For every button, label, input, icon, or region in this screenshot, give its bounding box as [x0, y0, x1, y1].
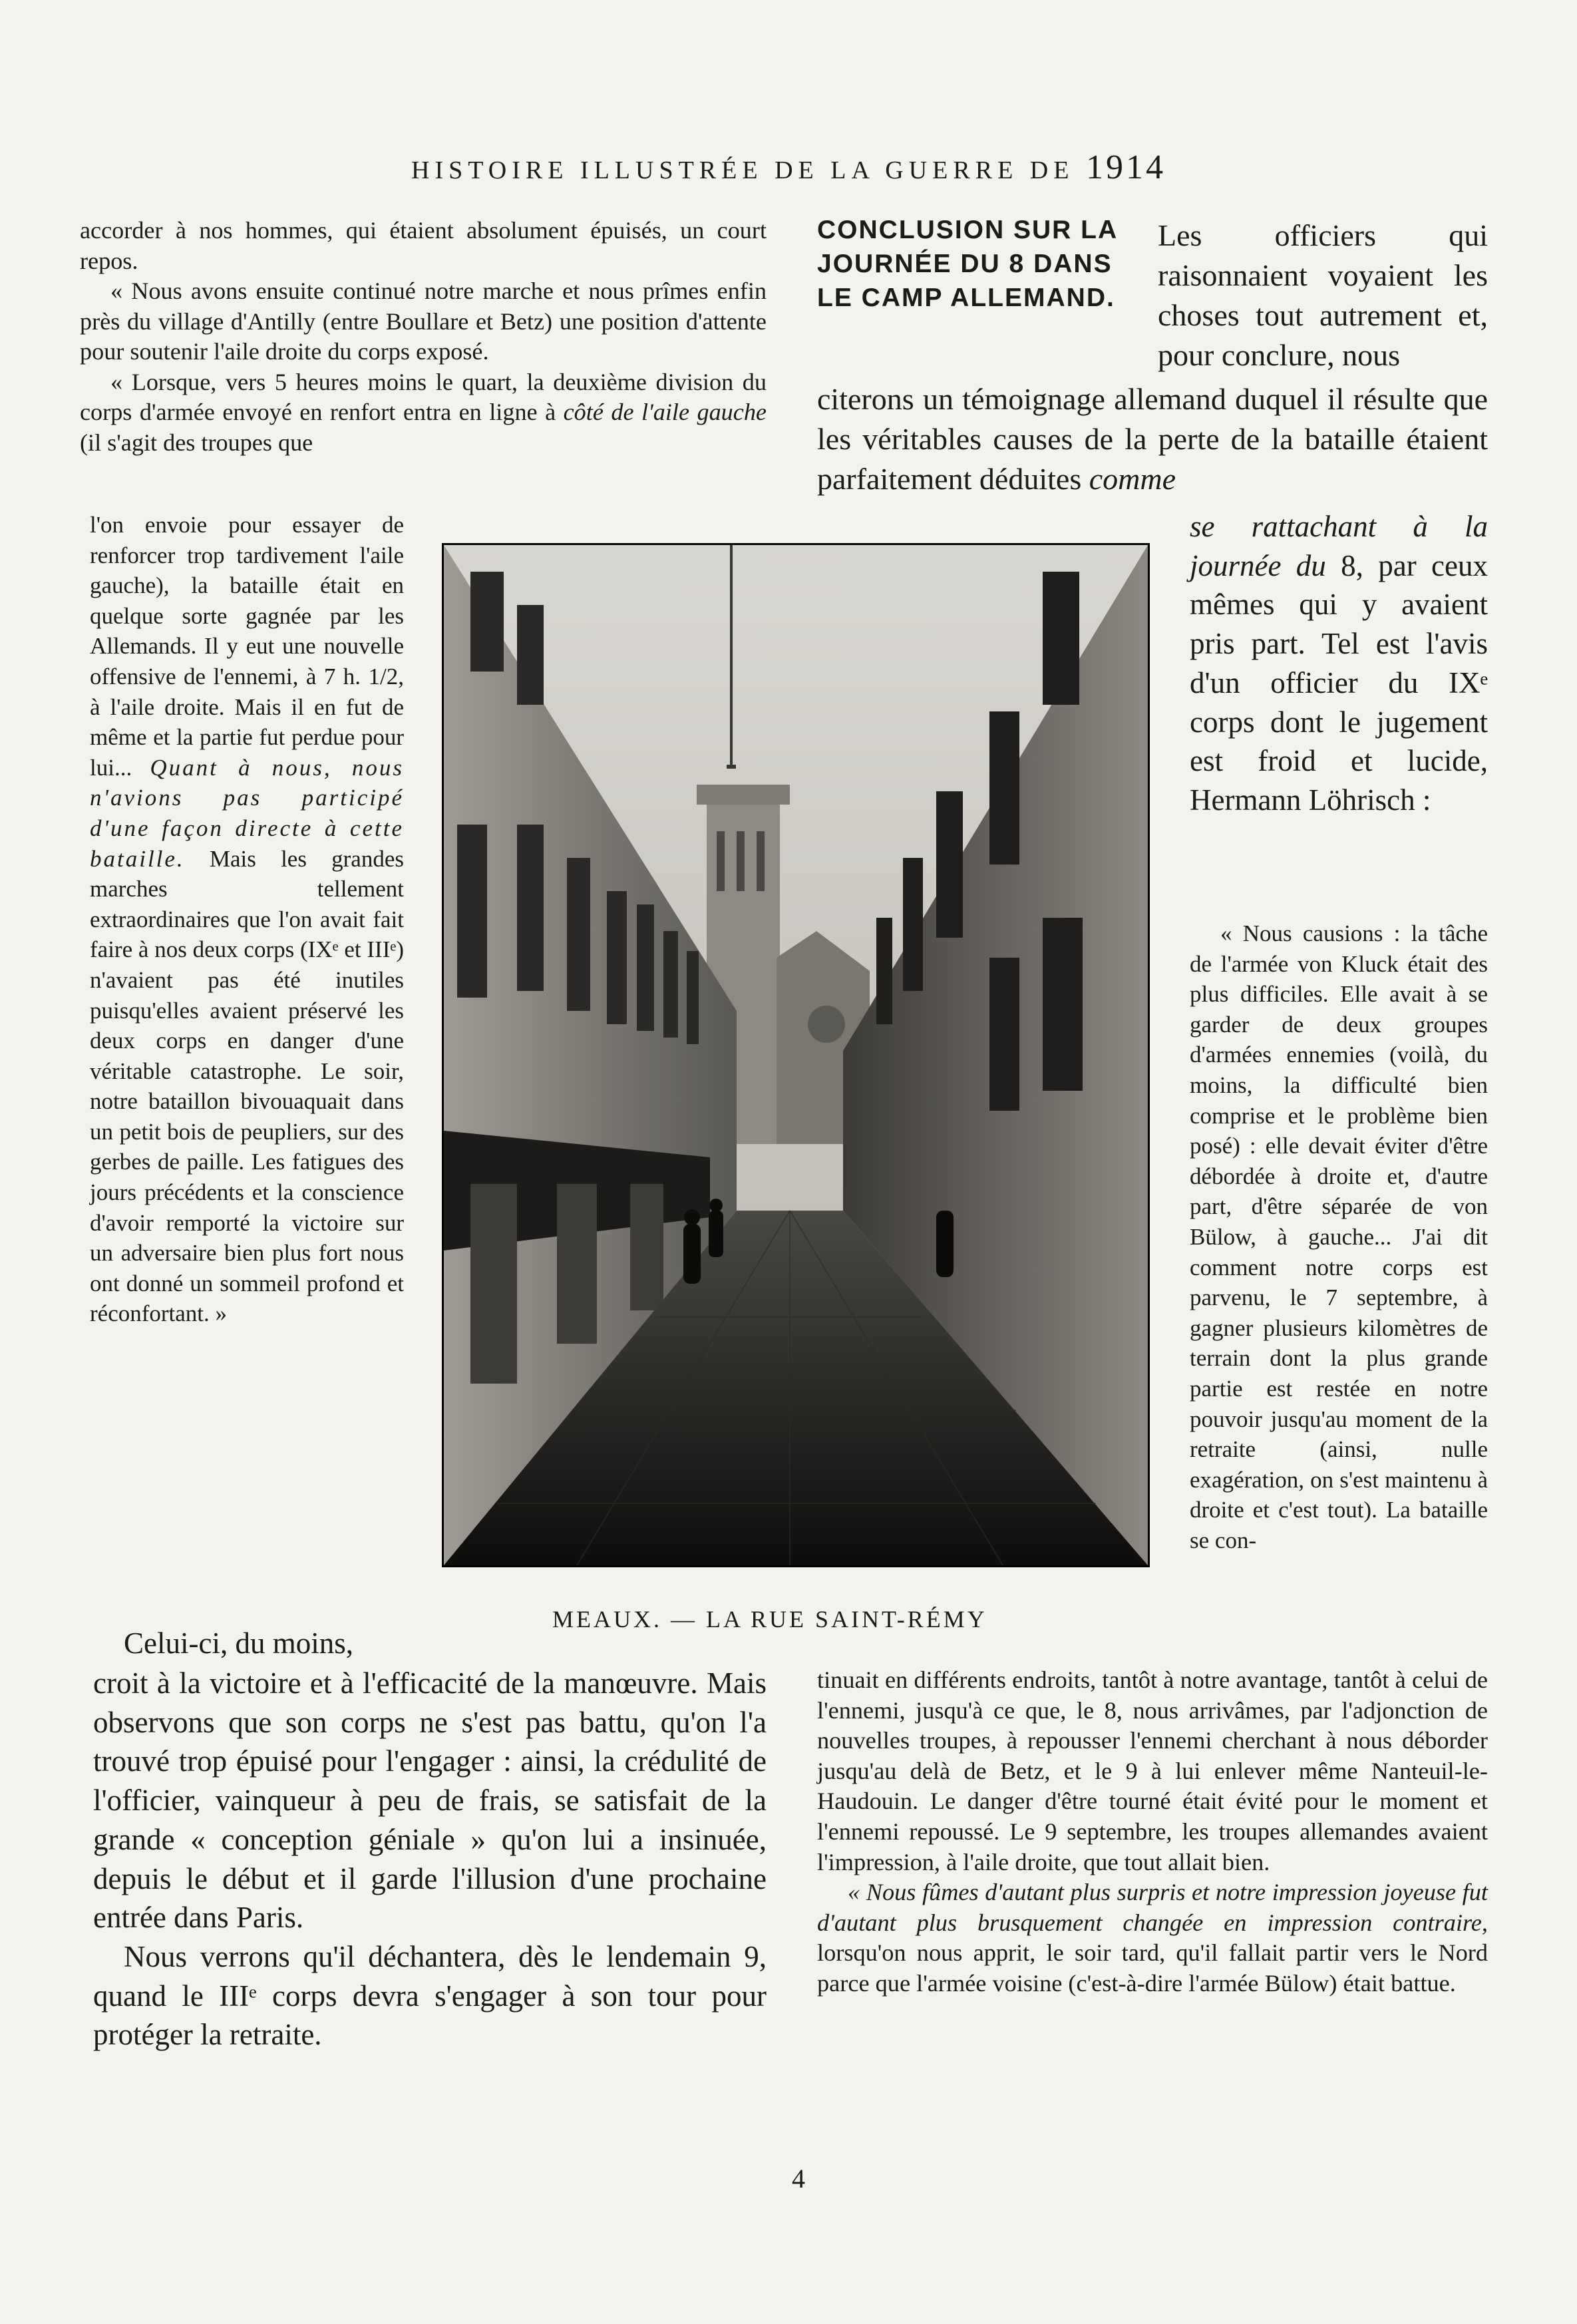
quote-paragraph-2: tinuait en différents endroits, tantôt à notre avantage, tantôt à celui de l'ennemi, jusqu'à ce que, le 8, nous arrivâmes, par l'adjonction de nouvelles troupes, à repousser l'ennemi cherchant à nous déborder jusqu'au delà de Betz, et le 9 à lui enlever même Nanteuil-le-Haudouin. Le danger d'être tourné était évité pour le moment et l'ennemi repoussé. Le 9 septembre, les troupes allemandes avaient l'impression, à l'aile droite, que tout allait bien.: [817, 1666, 1488, 1875]
bottom-paragraph-1a: Celui-ci, du moins,: [124, 1627, 353, 1660]
right-paragraph-1b: citerons un témoignage allemand duquel il résulte que les véritables causes de la perte de la bataille étaient parfaitement déduites comme: [817, 382, 1488, 496]
left-paragraph-3a: « Lorsque, vers 5 heures moins le quart, la deuxième division du corps d'armée envoyé en renfort entra en ligne à côté de l'aile gauche (il s'agit des troupes que: [80, 368, 767, 456]
bottom-left-column-2: [93, 1664, 767, 2054]
quote-paragraph-1: « Nous causions : la tâche de l'armée von Kluck était des plus difficiles. Elle avait à se garder de deux groupes d'armées ennemies (voilà, du moins, la difficulté bien comprise et le problème bien posé) : elle devait éviter d'être débordée à droite et, d'autre part, d'être séparée de von Bülow, à gauche... J'ai dit comment notre corps est parvenu, le 7 septembre, à gagner plusieurs kilomètres de terrain dont la plus grande partie est restée en notre pouvoir jusqu'au moment de la retraite (ainsi, nulle exagération, on s'est maintenu à droite et c'est tout). La bataille se con-: [1190, 920, 1488, 1553]
left-paragraph-3b: l'on envoie pour essayer de renforcer trop tardivement l'aile gauche), la bataille était en quelque sorte gagnée par les Allemands. Il y eut une nouvelle offensive de l'ennemi, à 7 h. 1/2, à l'aile droite. Mais il en fut de même et la partie fut perdue pour lui... Quant à nous, nous n'avions pas participé d'une façon directe à cette bataille. Mais les grandes marches tellement extraordinaires que l'on avait fait faire à nos deux corps (IXᵉ et IIIᵉ) n'avaient pas été inutiles puisqu'elles avaient préservé les deux corps en danger d'une véritable catastrophe. Le soir, notre bataillon bivouaquait dans un petit bois de peupliers, sur des gerbes de paille. Les fatigues des jours précédents et la conscience d'avoir remporté la victoire sur un adversaire bien plus fort nous ont donné un sommeil profond et réconfortant. »: [90, 512, 405, 1327]
quote-paragraph-3: « Nous fûmes d'autant plus surpris et notre impression joyeuse fut d'autant plus brusquement changée en impression contraire, lorsqu'on nous apprit, le soir tard, qu'il fallait partir vers le Nord parce que l'armée voisine (c'est-à-dire l'armée Bülow) était battue.: [817, 1879, 1488, 1997]
bottom-left-column: [93, 1624, 767, 1663]
photo-caption: MEAUX. — LA RUE SAINT-RÉMY: [552, 1606, 987, 1633]
quote-wide: [817, 1665, 1488, 1999]
left-column-top: [80, 216, 767, 458]
running-header: [0, 148, 1577, 187]
left-paragraph-1: accorder à nos hommes, qui étaient absolument épuisés, un court repos.: [80, 217, 767, 274]
bottom-paragraph-1b: croit à la victoire et à l'efficacité de la manœuvre. Mais observons que son corps ne s'est pas battu, qu'on l'a trouvé trop épuisé pour l'engager : ainsi, la crédulité de l'officier, vainqueur à peu de frais, se satisfait de la grande « conception géniale » qu'on lui a insinuée, depuis le début et il garde l'illusion d'une prochaine entrée dans Paris.: [93, 1666, 767, 1935]
header-year: 1914: [1085, 148, 1166, 186]
photo-rue-saint-remy: [442, 543, 1150, 1567]
header-title: HISTOIRE ILLUSTRÉE DE LA GUERRE DE: [411, 156, 1075, 184]
section-heading: CONCLUSION SUR LA JOURNÉE DU 8 DANS LE CAMP ALLEMAND.: [817, 216, 1117, 312]
page-number: 4: [792, 2164, 805, 2194]
quote-narrow: [1190, 918, 1488, 1555]
right-paragraph-1a: Les officiers qui raisonnaient voyaient les choses tout autrement et, pour conclure, nous: [1158, 218, 1488, 372]
bottom-paragraph-2: Nous verrons qu'il déchantera, dès le lendemain 9, quand le IIIᵉ corps devra s'engager à son tour pour protéger la retraite.: [93, 1939, 767, 2052]
street-photo-illustration: [444, 545, 1148, 1565]
left-paragraph-2: « Nous avons ensuite continué notre marche et nous prîmes enfin près du village d'Antilly (entre Boullare et Betz) une position d'attente pour soutenir l'aile droite du corps exposé.: [80, 278, 767, 365]
right-paragraph-1c: se rattachant à la journée du 8, par ceux mêmes qui y avaient pris part. Tel est l'avis d'un officier du IXᵉ corps dont le jugement est froid et lucide, Hermann Löhrisch :: [1190, 510, 1488, 817]
left-column-narrow: [90, 510, 404, 1329]
